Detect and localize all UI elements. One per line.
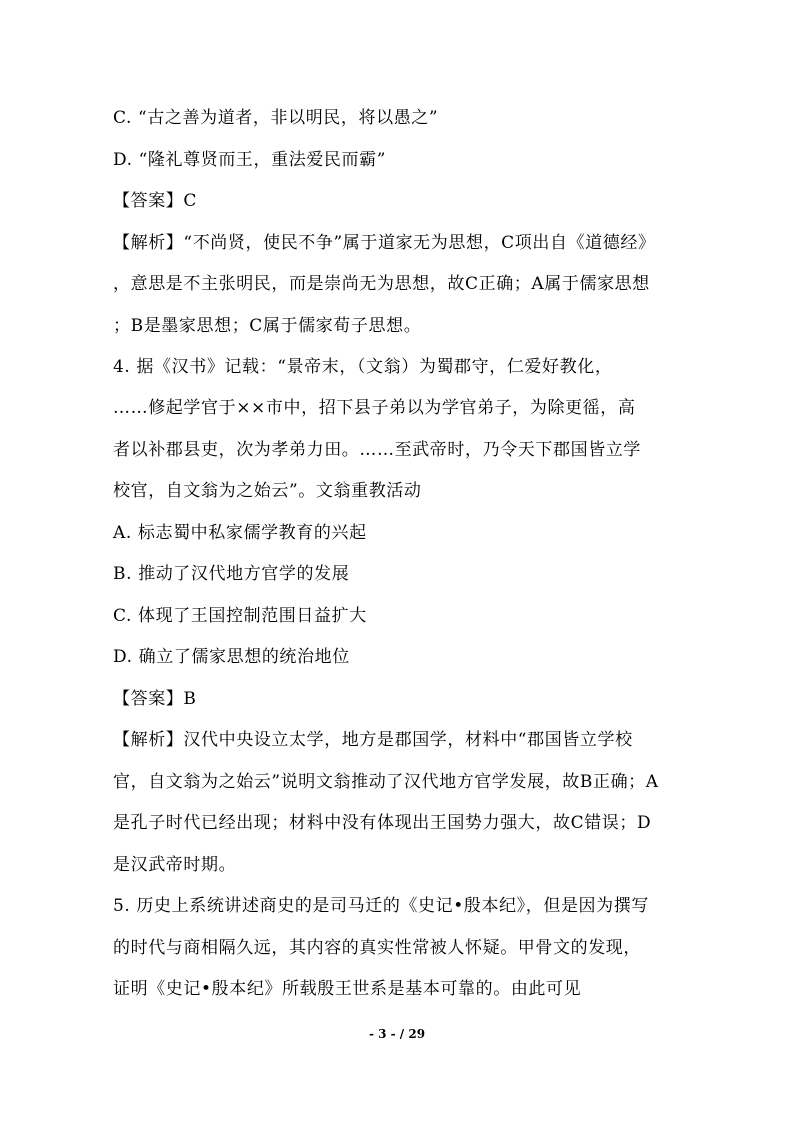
question-5-line3: 证明《史记•殷本纪》所载殷王世系是基本可靠的。由此可见 <box>113 979 582 999</box>
page-number: - 3 - / 29 <box>368 1027 426 1041</box>
answer-q3: 【答案】C <box>113 191 198 211</box>
question-5-line2: 的时代与商相隔久远，其内容的真实性常被人怀疑。甲骨文的发现， <box>113 938 641 958</box>
option-a-q4: A. 标志蜀中私家儒学教育的兴起 <box>113 523 367 543</box>
option-d-q3: D. “隆礼尊贤而王，重法爱民而霸” <box>113 150 387 170</box>
question-4-line4: 校官，自文翁为之始云”。文翁重教活动 <box>113 481 422 501</box>
option-c-q4: C. 体现了王国控制范围日益扩大 <box>113 606 367 626</box>
question-4-line2: ……修起学官于××市中，招下县子弟以为学官弟子，为除更徭，高 <box>113 398 636 418</box>
option-c-q3: C. “古之善为道者，非以明民，将以愚之” <box>113 108 439 128</box>
analysis-q3-line2: ，意思是不主张明民，而是崇尚无为思想，故C正确；A属于儒家思想 <box>113 274 650 294</box>
analysis-q4-line2: 官，自文翁为之始云”说明文翁推动了汉代地方官学发展，故B正确；A <box>113 772 659 792</box>
question-4-line3: 者以补郡县吏，次为孝弟力田。……至武帝时，乃令天下郡国皆立学 <box>113 440 641 460</box>
option-b-q4: B. 推动了汉代地方官学的发展 <box>113 564 350 584</box>
analysis-q3-line1: 【解析】“不尚贤，使民不争”属于道家无为思想，C项出自《道德经》 <box>113 233 656 253</box>
analysis-q3-line3: ；B是墨家思想；C属于儒家荀子思想。 <box>113 316 422 336</box>
analysis-q4-line4: 是汉武帝时期。 <box>113 855 237 875</box>
answer-q4: 【答案】B <box>113 689 197 709</box>
question-5-line1: 5. 历史上系统讲述商史的是司马迁的《史记•殷本纪》，但是因为撰写 <box>113 896 649 916</box>
option-d-q4: D. 确立了儒家思想的统治地位 <box>113 647 350 667</box>
analysis-q4-line1: 【解析】汉代中央设立太学，地方是郡国学，材料中“郡国皆立学校 <box>113 730 633 750</box>
analysis-q4-line3: 是孔子时代已经出现；材料中没有体现出王国势力强大，故C错误；D <box>113 813 652 833</box>
question-4-line1: 4. 据《汉书》记载：“景帝末，（文翁）为蜀郡守，仁爱好教化， <box>113 357 613 377</box>
